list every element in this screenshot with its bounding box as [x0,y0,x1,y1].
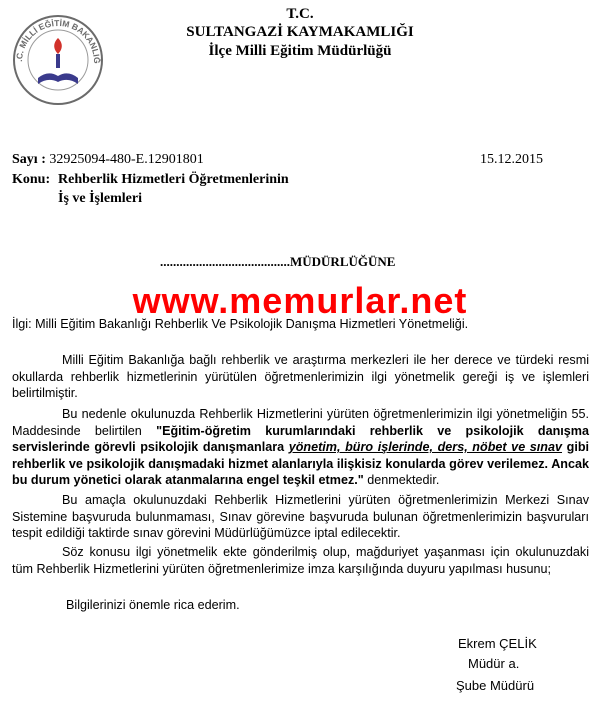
paragraph-1: Milli Eğitim Bakanlığa bağlı rehberlik ve araştırma merkezleri ile her derece ve türdeki resmi okullarda rehberlik hizmetlerinin yürütülen öğretmenlerimizin ilgi yönetmelik gereği iş ve işlemleri belirtilmiştir. [12,353,589,400]
header-line-kaymakamlik: SULTANGAZİ KAYMAKAMLIĞI [186,24,414,40]
konu-label: Konu: [12,172,51,187]
paragraph-2 [12,406,589,489]
sayi-row [12,152,204,168]
signature-name: Ekrem ÇELİK [458,636,537,651]
open-book-icon [38,73,78,84]
paragraph-2-underlined: yönetim, büro işlerinde, ders, nöbet ve sınav [288,440,563,454]
paragraph-2-text-a: Bu nedenle okulunuzda Rehberlik Hizmetlerini yürüten öğretmenlerimizin ilgi yönetmeliğin 55. Maddesinde belirtilen [12,407,589,438]
header-line-tc: T.C. [286,6,314,22]
addressee: ........................................MÜDÜRLÜĞÜNE [160,254,396,269]
konu-line-1: Rehberlik Hizmetleri Öğretmenlerinin [58,172,289,187]
signature-title-1: Müdür a. [468,656,520,671]
paragraph-4: Söz konusu ilgi yönetmelik ekte gönderilmiş olup, mağduriyet yaşanması için okulunuzdaki tüm Rehberlik Hizmetlerini yürüten öğretmenlerimize imza karşılığında duyuru yapılması husunu; [12,545,589,576]
paragraph-2-text-b: denmektedir. [363,473,440,487]
paragraph-3: Bu amaçla okulunuzdaki Rehberlik Hizmetlerini yürüten öğretmenlerimizin Merkezi Sınav Sistemine başvuruda bulunmaması, Sınav görevine başvuruda bulunan öğretmenlerimizin başvuruları tespit edildiği taktirde sınav görevini Müdürlüğümüzce iptal edilecektir. [12,493,589,540]
header-line-mudurluk: İlçe Milli Eğitim Müdürlüğü [208,43,392,59]
sayi-value: 32925094-480-E.12901801 [49,152,204,167]
paragraph-2-bold-b: gibi rehberlik ve psikolojik danışmadaki hizmet alanlarıyla ilişkisiz konularda görev verilemez. Ancak bu durum yönetici olarak atanmalarına engel teşkil etmez." [12,440,590,487]
sayi-separator: : [41,152,46,167]
paragraph-2-bold-a: "Eğitim-öğretim kurumlarındaki rehberlik ve psikolojik danışma servislerinde görevli psikolojik danışmanlara [12,423,590,454]
torch-handle-icon [56,54,60,68]
watermark: www.memurlar.net [132,280,468,321]
closing-line: Bilgilerinizi önemle rica ederim. [66,598,240,612]
torch-flame-icon [54,38,62,54]
ministry-logo [8,8,108,108]
konu-line-2: İş ve İşlemleri [58,191,142,206]
sayi-label: Sayı [12,152,38,167]
document-date: 15.12.2015 [480,152,543,167]
logo-emblem-text: .C. MİLLİ EĞİTİM BAKANLIĞ [13,17,103,64]
signature-title-2: Şube Müdürü [456,678,535,693]
ilgi-line: İlgi: Milli Eğitim Bakanlığı Rehberlik Ve Psikolojik Danışma Hizmetleri Yönetmeliği. [12,317,469,331]
